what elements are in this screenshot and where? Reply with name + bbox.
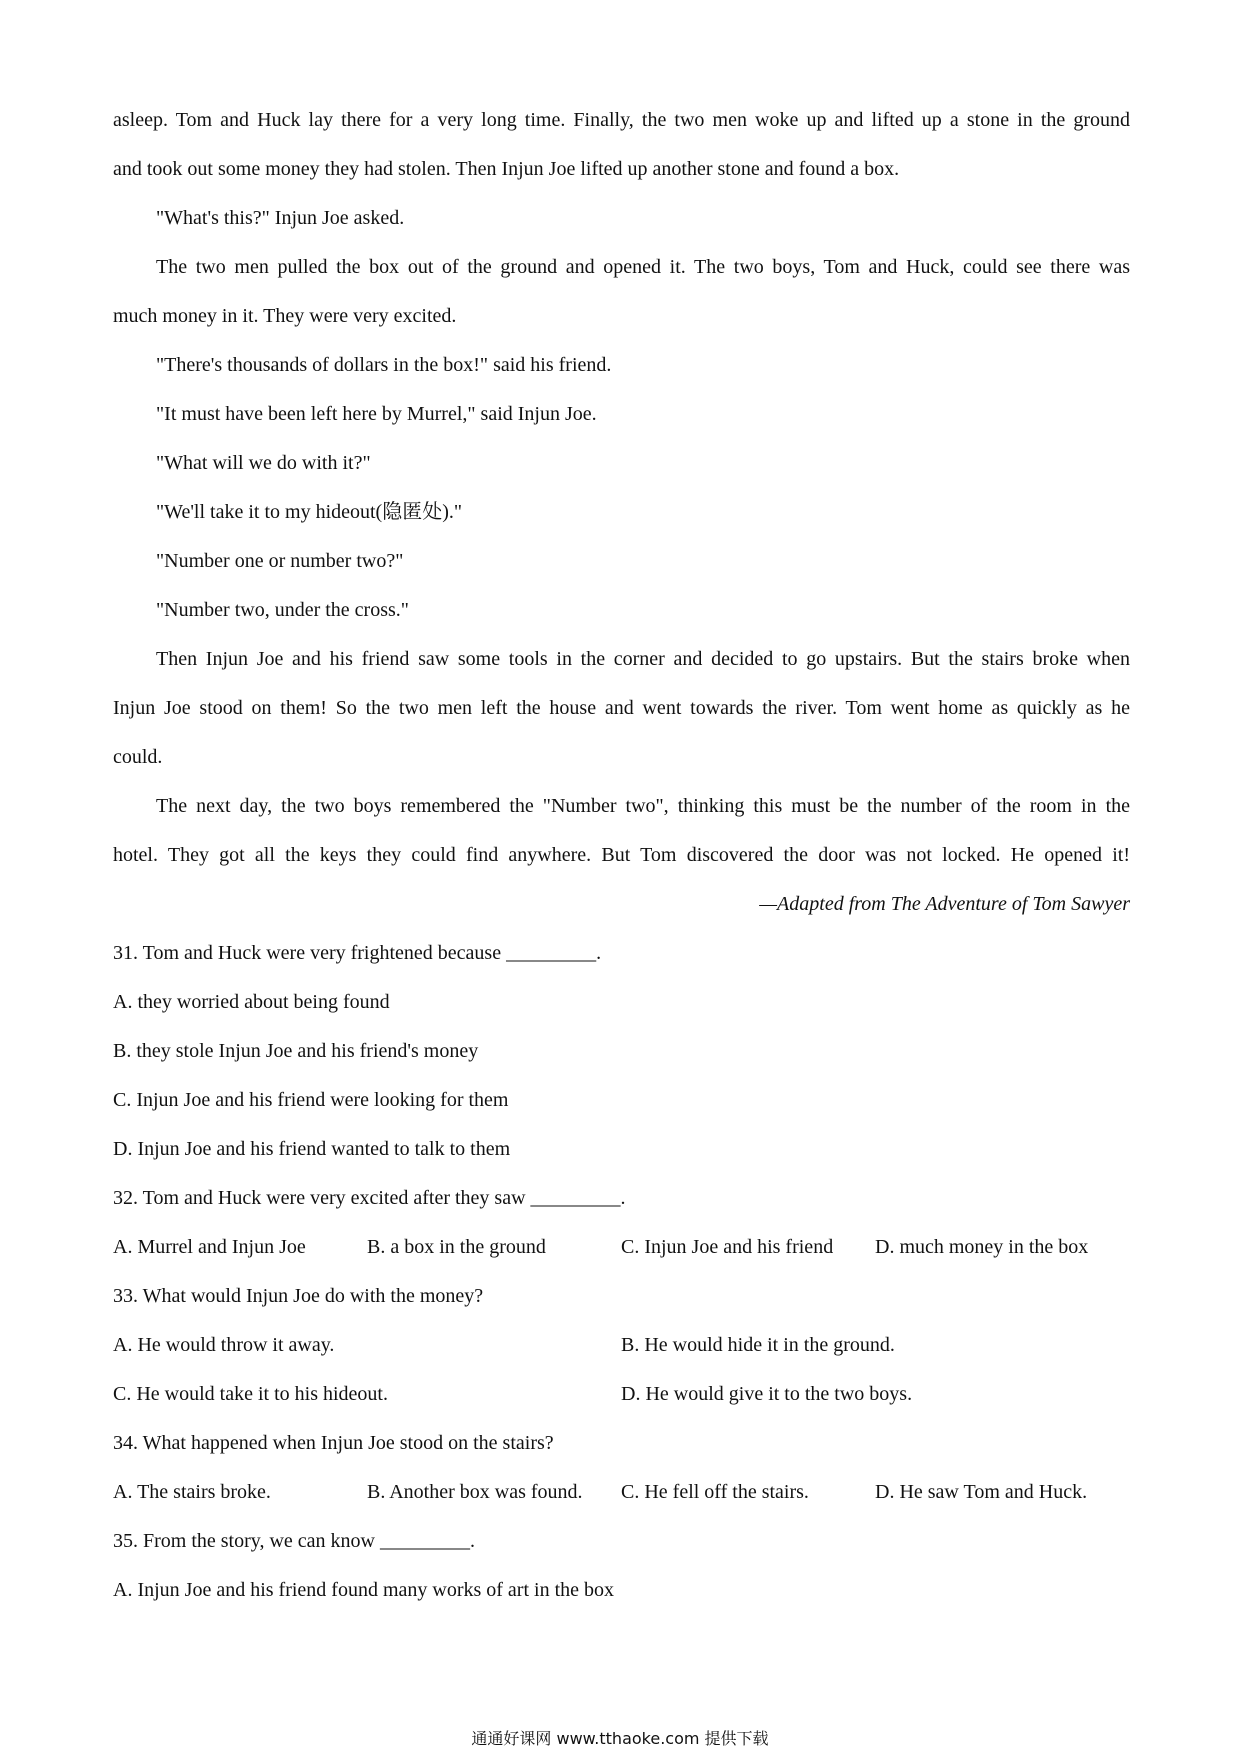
story-line: "There's thousands of dollars in the box!" said his friend. bbox=[156, 354, 612, 376]
question-33-option-d: D. He would give it to the two boys. bbox=[621, 1383, 913, 1405]
story-line: could. bbox=[113, 746, 163, 768]
question-32-option-c: C. Injun Joe and his friend bbox=[621, 1236, 834, 1258]
question-33-option-a: A. He would throw it away. bbox=[113, 1334, 335, 1356]
question-31-option-b: B. they stole Injun Joe and his friend's money bbox=[113, 1040, 479, 1062]
question-33-stem: 33. What would Injun Joe do with the money? bbox=[113, 1285, 484, 1307]
question-35-stem: 35. From the story, we can know _________. bbox=[113, 1530, 475, 1552]
story-line: "What will we do with it?" bbox=[156, 452, 371, 474]
question-34-option-b: B. Another box was found. bbox=[367, 1481, 583, 1503]
question-32-option-a: A. Murrel and Injun Joe bbox=[113, 1236, 306, 1258]
question-31-stem: 31. Tom and Huck were very frightened because _________. bbox=[113, 942, 602, 964]
question-31-option-a: A. they worried about being found bbox=[113, 991, 390, 1013]
question-33-option-c: C. He would take it to his hideout. bbox=[113, 1383, 388, 1405]
story-line: The next day, the two boys remembered the "Number two", thinking this must be the number of the room in the bbox=[156, 795, 1130, 817]
story-line: "Number one or number two?" bbox=[156, 550, 404, 572]
story-line: The two men pulled the box out of the ground and opened it. The two boys, Tom and Huck, could see there was bbox=[156, 256, 1130, 278]
question-33-option-b: B. He would hide it in the ground. bbox=[621, 1334, 895, 1356]
story-line: Then Injun Joe and his friend saw some tools in the corner and decided to go upstairs. But the stairs broke when bbox=[156, 648, 1130, 670]
story-line: hotel. They got all the keys they could find anywhere. But Tom discovered the door was not locked. He opened it! bbox=[113, 844, 1130, 866]
question-32-option-d: D. much money in the box bbox=[875, 1236, 1089, 1258]
story-line: "It must have been left here by Murrel," said Injun Joe. bbox=[156, 403, 597, 425]
page-footer: 通通好课网 www.tthaoke.com 提供下载 bbox=[471, 1729, 769, 1748]
question-34-option-c: C. He fell off the stairs. bbox=[621, 1481, 809, 1503]
question-32-stem: 32. Tom and Huck were very excited after they saw _________. bbox=[113, 1187, 626, 1209]
question-34-option-a: A. The stairs broke. bbox=[113, 1481, 271, 1503]
question-34-stem: 34. What happened when Injun Joe stood on the stairs? bbox=[113, 1432, 554, 1454]
story-line: asleep. Tom and Huck lay there for a very long time. Finally, the two men woke up and lifted up a stone in the ground bbox=[113, 109, 1130, 131]
story-line: Injun Joe stood on them! So the two men left the house and went towards the river. Tom went home as quickly as he bbox=[113, 697, 1130, 719]
story-line: and took out some money they had stolen. Then Injun Joe lifted up another stone and found a box. bbox=[113, 158, 900, 180]
story-line: much money in it. They were very excited. bbox=[113, 305, 457, 327]
story-line: "We'll take it to my hideout(隐匿处)." bbox=[156, 501, 463, 523]
question-32-option-b: B. a box in the ground bbox=[367, 1236, 546, 1258]
question-35-option-a: A. Injun Joe and his friend found many works of art in the box bbox=[113, 1579, 615, 1601]
question-34-option-d: D. He saw Tom and Huck. bbox=[875, 1481, 1088, 1503]
question-31-option-d: D. Injun Joe and his friend wanted to talk to them bbox=[113, 1138, 511, 1160]
story-source: —Adapted from The Adventure of Tom Sawyer bbox=[759, 893, 1130, 915]
story-line: "Number two, under the cross." bbox=[156, 599, 409, 621]
story-line: "What's this?" Injun Joe asked. bbox=[156, 207, 405, 229]
question-31-option-c: C. Injun Joe and his friend were looking for them bbox=[113, 1089, 509, 1111]
